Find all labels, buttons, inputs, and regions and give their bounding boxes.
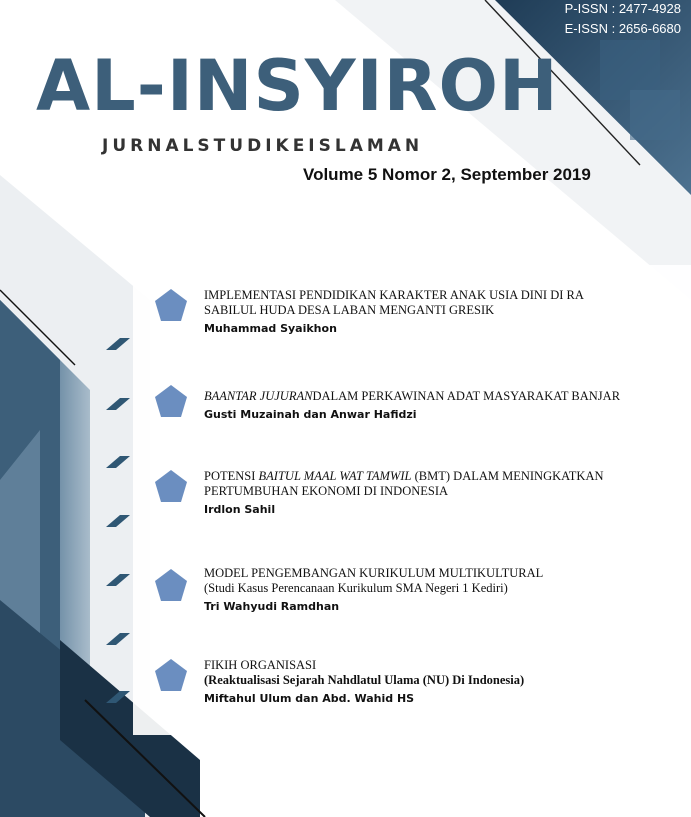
article-title	[204, 389, 674, 404]
article-title: SABILUL HUDA DESA LABAN MENGANTI GRESIK	[204, 303, 495, 317]
article-author: Muhammad Syaikhon	[204, 322, 337, 335]
e-issn: E-ISSN : 2656-6680	[564, 21, 681, 36]
article-author: Tri Wahyudi Ramdhan	[204, 600, 340, 613]
article-title-italic: BAITUL MAAL WAT TAMWIL	[258, 469, 412, 483]
pentagon-icon	[154, 469, 188, 503]
article-subtitle: (Reaktualisasi Sejarah Nahdlatul Ulama (NU) Di Indonesia)	[204, 673, 525, 687]
article-title: PERTUMBUHAN EKONOMI DI INDONESIA	[204, 484, 449, 498]
journal-subtitle: JURNALSTUDIKEISLAMAN	[102, 136, 424, 156]
article-4	[154, 566, 674, 614]
article-2	[154, 384, 674, 422]
article-title: IMPLEMENTASI PENDIDIKAN KARAKTER ANAK USIA DINI DI RA	[204, 288, 584, 302]
article-title-rest: DALAM PERKAWINAN ADAT MASYARAKAT BANJAR	[312, 389, 621, 403]
issn-block	[565, 0, 681, 39]
article-title-pre: POTENSI	[204, 469, 259, 483]
article-title-post: (BMT) DALAM MENINGKATKAN	[411, 469, 604, 483]
article-5	[154, 658, 674, 706]
pentagon-icon	[154, 288, 188, 322]
article-title: MODEL PENGEMBANGAN KURIKULUM MULTIKULTURAL	[204, 566, 544, 580]
article-author: Irdlon Sahil	[204, 503, 276, 516]
pentagon-icon	[154, 658, 188, 692]
article-3	[154, 469, 674, 517]
volume-info: Volume 5 Nomor 2, September 2019	[303, 165, 591, 184]
article-subtitle: (Studi Kasus Perencanaan Kurikulum SMA Negeri 1 Kediri)	[204, 581, 508, 595]
article-title-italic: BAANTAR JUJURAN	[204, 389, 313, 403]
pentagon-icon	[154, 384, 188, 418]
article-1	[154, 288, 674, 336]
pentagon-icon	[154, 568, 188, 602]
article-author: Miftahul Ulum dan Abd. Wahid HS	[204, 692, 415, 705]
journal-title: AL-INSYIROH	[36, 45, 559, 127]
article-title	[204, 469, 674, 484]
article-title: FIKIH ORGANISASI	[204, 658, 317, 672]
p-issn: P-ISSN : 2477-4928	[564, 1, 681, 16]
article-author: Gusti Muzainah dan Anwar Hafidzi	[204, 408, 417, 421]
